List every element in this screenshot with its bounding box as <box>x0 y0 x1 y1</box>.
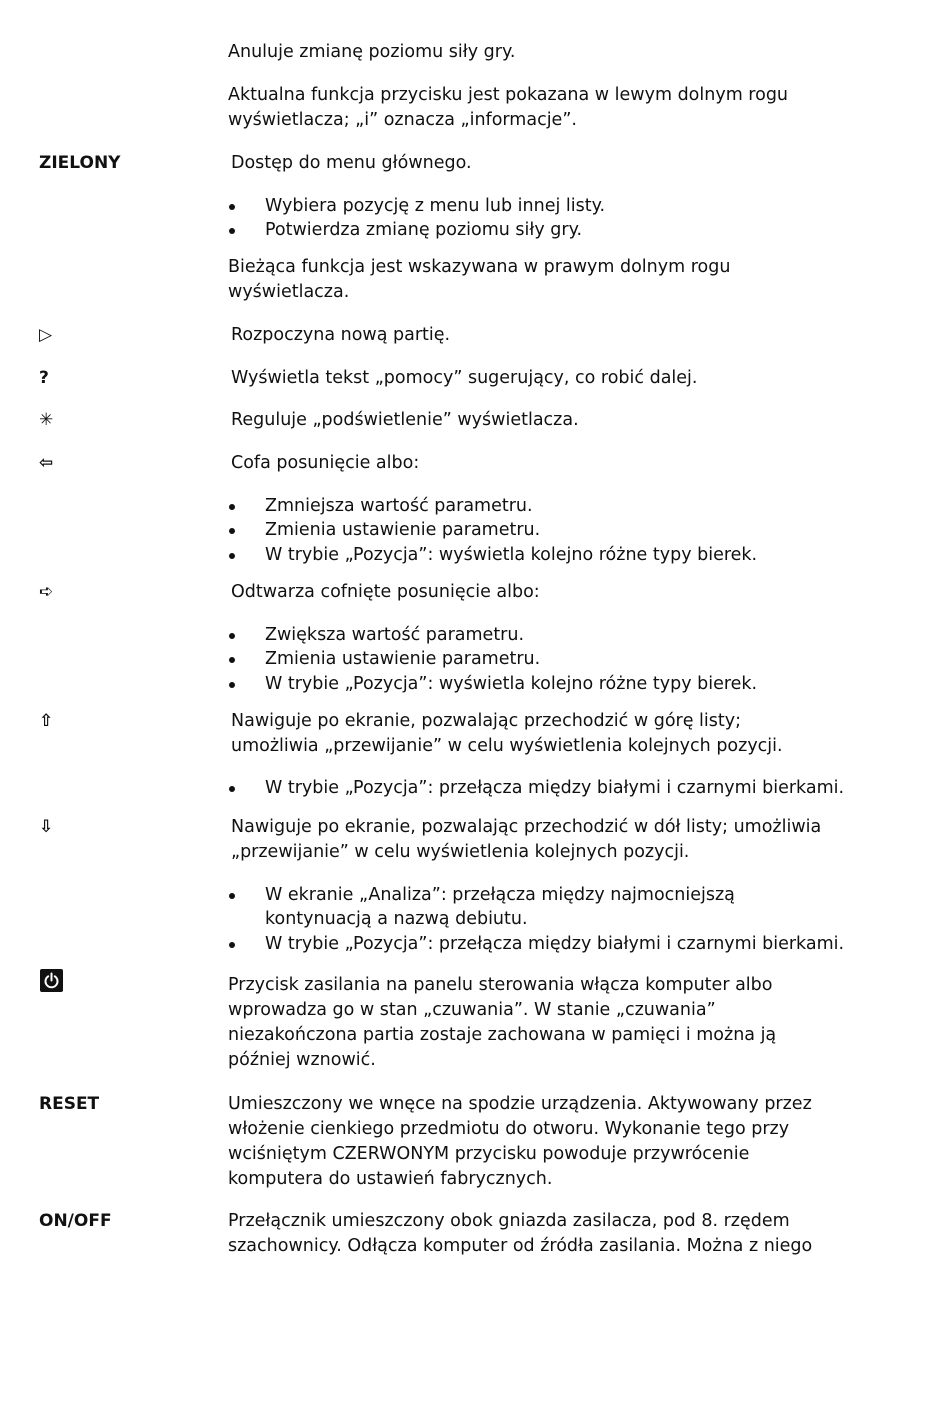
list-item: Zmienia ustawienie parametru. <box>228 647 868 671</box>
bullet-list <box>228 494 868 567</box>
list-item: Zmniejsza wartość parametru. <box>228 494 868 518</box>
description: Przełącznik umieszczony obok gniazda zasilacza, pod 8. rzędem szachownicy. Odłącza komputer od źródła zasilania. Można z niego <box>228 1211 813 1256</box>
description: Bieżąca funkcja jest wskazywana w prawym dolnym rogu wyświetlacza. <box>228 257 731 302</box>
description: Wyświetla tekst „pomocy” sugerujący, co robić dalej. <box>231 368 698 388</box>
list-item: Potwierdza zmianę poziomu siły gry. <box>228 218 868 242</box>
list-item: W ekranie „Analiza”: przełącza między najmocniejszą kontynuacją a nazwą debiutu. <box>228 883 788 932</box>
description: Dostęp do menu głównego. <box>231 153 472 173</box>
description: Rozpoczyna nową partię. <box>231 325 451 345</box>
list-item: W trybie „Pozycja”: wyświetla kolejno różne typy bierek. <box>228 543 868 567</box>
arrow-right-icon: ➪ <box>39 582 54 602</box>
list-item: W trybie „Pozycja”: wyświetla kolejno różne typy bierek. <box>228 672 868 696</box>
list-item: Zmienia ustawienie parametru. <box>228 518 868 542</box>
bullet-list <box>228 623 868 696</box>
description: Nawiguje po ekranie, pozwalając przechodzić w górę listy; umożliwia „przewijanie” w celu wyświetlenia kolejnych pozycji. <box>231 711 783 756</box>
backlight-icon: ✳ <box>39 410 54 430</box>
question-icon: ? <box>39 368 49 388</box>
description: Aktualna funkcja przycisku jest pokazana w lewym dolnym rogu wyświetlacza; „i” oznacza „informacje”. <box>228 85 789 130</box>
play-icon: ▷ <box>39 325 53 345</box>
power-icon <box>40 969 63 992</box>
bullet-list <box>228 194 868 243</box>
description: Cofa posunięcie albo: <box>231 453 420 473</box>
list-item: Zwiększa wartość parametru. <box>228 623 868 647</box>
bullet-list <box>228 883 845 956</box>
bullet-list <box>228 776 868 800</box>
list-item: W trybie „Pozycja”: przełącza między białymi i czarnymi bierkami. <box>228 932 885 956</box>
description: Reguluje „podświetlenie” wyświetlacza. <box>231 410 579 430</box>
description: Umieszczony we wnęce na spodzie urządzenia. Aktywowany przez włożenie cienkiego przedmiotu do otworu. Wykonanie tego przy wciśniętym CZERWONYM przycisku powoduje przywrócenie komputera do ustawień fabrycznych. <box>228 1094 812 1189</box>
description: Przycisk zasilania na panelu sterowania włącza komputer albo wprowadza go w stan „czuwania”. W stanie „czuwania” niezakończona partia zostaje zachowana w pamięci i można ją później wznowić. <box>228 975 777 1070</box>
term-onoff: ON/OFF <box>39 1211 112 1231</box>
arrow-down-icon: ⇩ <box>39 817 54 837</box>
arrow-up-icon: ⇧ <box>39 711 54 731</box>
term-reset: RESET <box>39 1094 100 1114</box>
arrow-left-icon: ⇦ <box>39 453 54 473</box>
list-item: W trybie „Pozycja”: przełącza między białymi i czarnymi bierkami. <box>228 776 868 800</box>
description: Odtwarza cofnięte posunięcie albo: <box>231 582 540 602</box>
list-item: Wybiera pozycję z menu lub innej listy. <box>228 194 868 218</box>
description: Anuluje zmianę poziomu siły gry. <box>228 42 516 62</box>
description: Nawiguje po ekranie, pozwalając przechodzić w dół listy; umożliwia „przewijanie” w celu wyświetlenia kolejnych pozycji. <box>231 817 822 862</box>
term-green: ZIELONY <box>39 153 121 173</box>
